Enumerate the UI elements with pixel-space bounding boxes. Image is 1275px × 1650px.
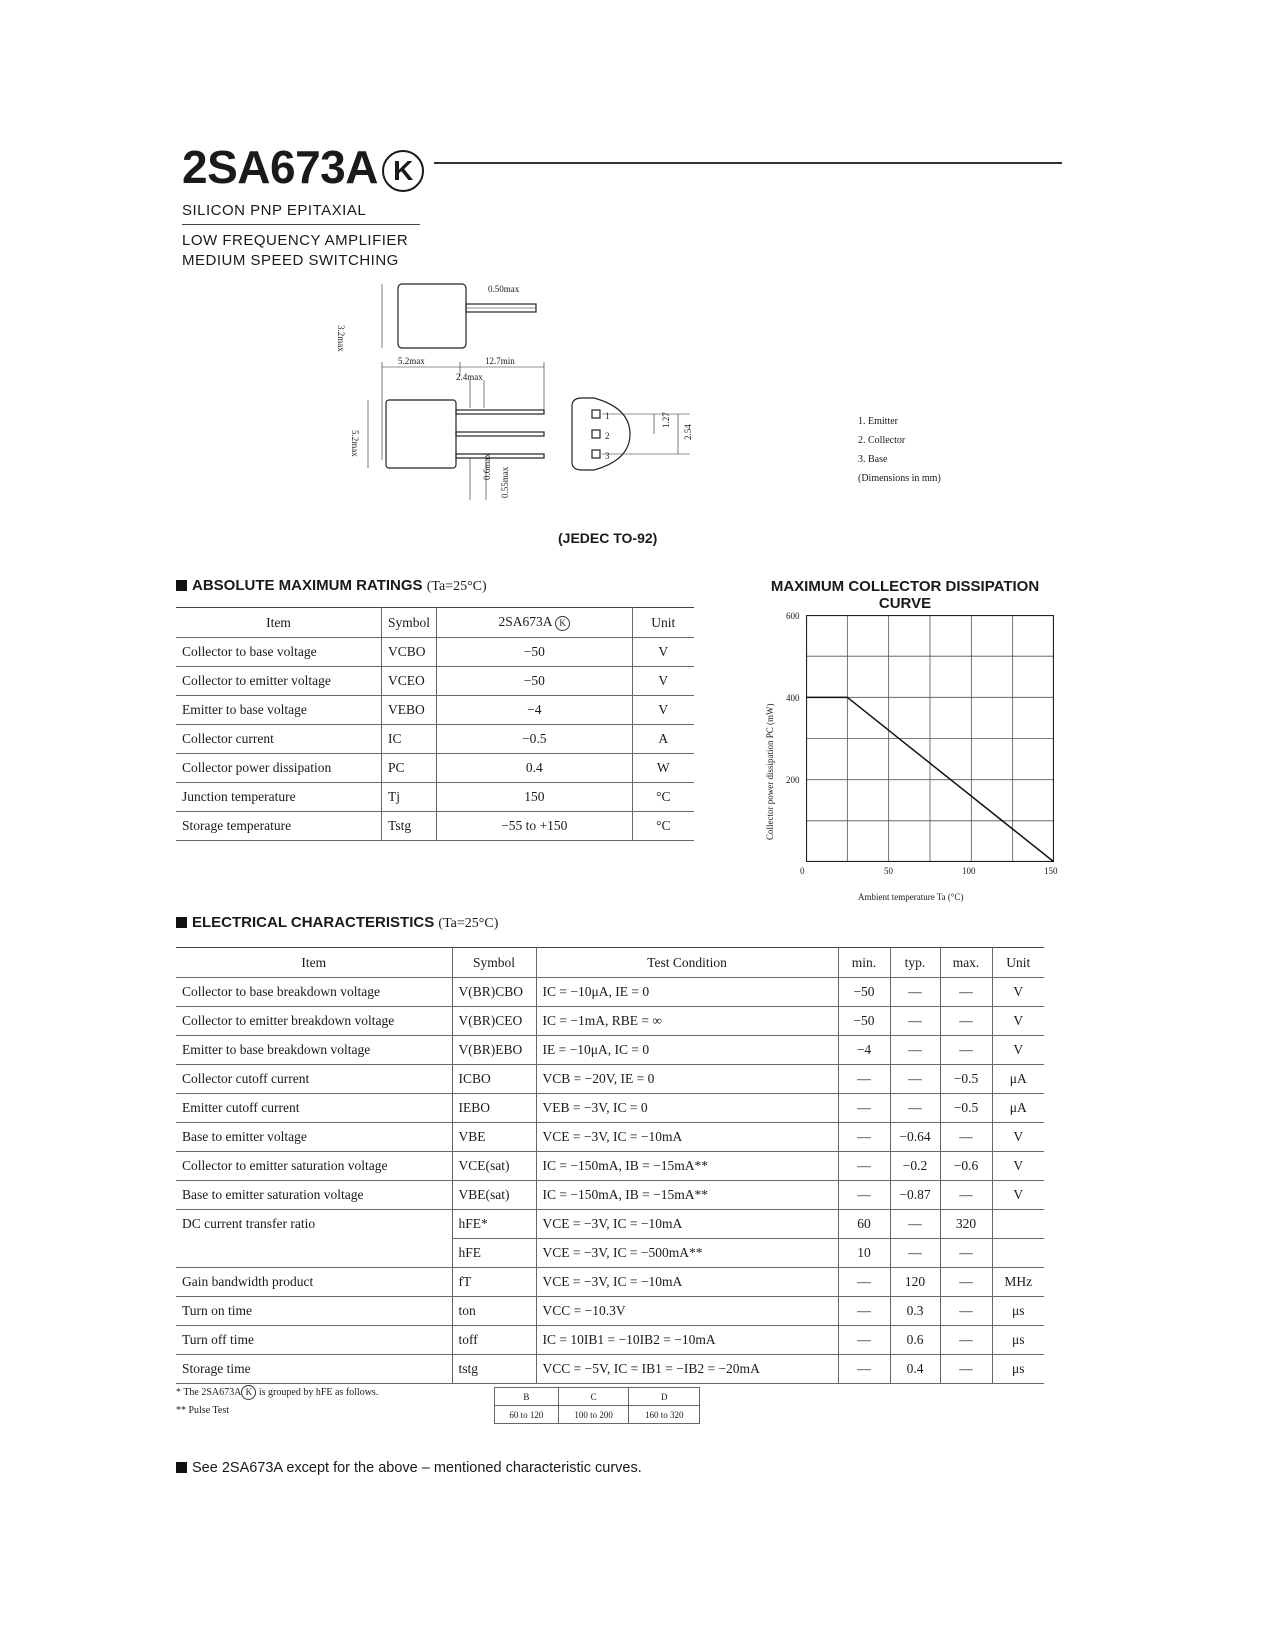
- cell-unit: V: [992, 1007, 1044, 1036]
- cell-test-condition: IC = −150mA, IB = −15mA**: [536, 1152, 838, 1181]
- cell-typ: —: [890, 1065, 940, 1094]
- cell-item: Emitter cutoff current: [176, 1094, 452, 1123]
- table-row: [176, 783, 694, 812]
- dim-lead-length: 12.7min: [485, 356, 515, 366]
- cell-symbol: toff: [452, 1326, 536, 1355]
- title-rule: [434, 162, 1062, 164]
- pin-number-1: 1: [605, 411, 610, 421]
- cell-max: —: [940, 1181, 992, 1210]
- cell-min: —: [838, 1268, 890, 1297]
- abs-max-heading: [176, 577, 487, 595]
- pin-legend-1: 1. Emitter: [858, 416, 898, 427]
- cell-max: —: [940, 1297, 992, 1326]
- cell-symbol: IC: [382, 725, 437, 754]
- cell-item: Collector to emitter saturation voltage: [176, 1152, 452, 1181]
- cell-typ: −0.64: [890, 1123, 940, 1152]
- cell-value: −0.5: [437, 725, 633, 754]
- chart-ylabel: Collector power dissipation PC (mW): [765, 703, 775, 840]
- x-tick-50: 50: [884, 866, 893, 876]
- subtitle-rule: [182, 224, 420, 225]
- cell-unit: °C: [632, 783, 694, 812]
- y-tick-200: 200: [786, 775, 800, 785]
- cell-item: Emitter to base voltage: [176, 696, 382, 725]
- cell-typ: 0.6: [890, 1326, 940, 1355]
- cell-item: Base to emitter saturation voltage: [176, 1181, 452, 1210]
- cell-typ: —: [890, 1094, 940, 1123]
- footer-text: See 2SA673A except for the above – mentioned characteristic curves.: [192, 1460, 642, 1476]
- header-min: min.: [838, 948, 890, 978]
- abs-max-title: ABSOLUTE MAXIMUM RATINGS: [192, 577, 423, 594]
- chart-title-line2: CURVE: [878, 595, 932, 612]
- cell-item: Emitter to base breakdown voltage: [176, 1036, 452, 1065]
- cell-unit: μs: [992, 1326, 1044, 1355]
- table-row: [176, 1036, 1044, 1065]
- table-row: [176, 1297, 1044, 1326]
- header-symbol: Symbol: [382, 608, 437, 638]
- cell-max: —: [940, 1355, 992, 1384]
- x-tick-0: 0: [800, 866, 805, 876]
- cell-symbol: VCE(sat): [452, 1152, 536, 1181]
- cell-typ: —: [890, 1036, 940, 1065]
- cell-unit: MHz: [992, 1268, 1044, 1297]
- cell-test-condition: VCC = −5V, IC = IB1 = −IB2 = −20mA: [536, 1355, 838, 1384]
- dim-height-front: 5.2max: [350, 430, 360, 457]
- table-row: [176, 1123, 1044, 1152]
- dim-pitch: 2.4max: [456, 372, 483, 382]
- cell-item: Base to emitter voltage: [176, 1123, 452, 1152]
- package-caption: (JEDEC TO-92): [558, 530, 658, 546]
- cell-unit: V: [992, 1152, 1044, 1181]
- note-grouping-pre: * The 2SA673A: [176, 1386, 242, 1398]
- cell-symbol: hFE: [452, 1239, 536, 1268]
- cell-unit: V: [632, 696, 694, 725]
- note-grouping-post: is grouped by hFE as follows.: [258, 1386, 379, 1398]
- cell-min: −50: [838, 1007, 890, 1036]
- elec-table: [176, 947, 1044, 1384]
- pin-legend: [858, 412, 941, 488]
- rank-mark-small: K: [555, 616, 570, 631]
- table-row: [176, 978, 1044, 1007]
- elec-condition: (Ta=25°C): [438, 916, 499, 931]
- header-unit: Unit: [632, 608, 694, 638]
- cell-item: Turn on time: [176, 1297, 452, 1326]
- cell-max: −0.6: [940, 1152, 992, 1181]
- cell-test-condition: VCB = −20V, IE = 0: [536, 1065, 838, 1094]
- table-row: [176, 754, 694, 783]
- subtitle-line2: LOW FREQUENCY AMPLIFIER: [182, 232, 409, 249]
- subtitle-line3: MEDIUM SPEED SWITCHING: [182, 252, 399, 269]
- cell-max: —: [940, 1007, 992, 1036]
- dim-height-top: 3.2max: [336, 325, 346, 352]
- group-label-c: C: [558, 1388, 629, 1406]
- cell-unit: [992, 1210, 1044, 1239]
- subtitle-line1: SILICON PNP EPITAXIAL: [182, 202, 367, 219]
- cell-test-condition: VCC = −10.3V: [536, 1297, 838, 1326]
- cell-max: —: [940, 1268, 992, 1297]
- cell-max: —: [940, 1036, 992, 1065]
- cell-symbol: VCBO: [382, 638, 437, 667]
- hfe-group-ranges: [495, 1406, 700, 1424]
- table-row: [176, 812, 694, 841]
- pin-legend-2: 2. Collector: [858, 435, 906, 446]
- cell-min: −50: [838, 978, 890, 1007]
- cell-typ: 0.3: [890, 1297, 940, 1326]
- y-tick-600: 600: [786, 611, 800, 621]
- cell-min: —: [838, 1094, 890, 1123]
- rank-mark-note: K: [241, 1385, 256, 1400]
- elec-table-body: [176, 978, 1044, 1384]
- table-row: [176, 1152, 1044, 1181]
- cell-unit: V: [992, 978, 1044, 1007]
- cell-unit: V: [992, 1036, 1044, 1065]
- cell-unit: μs: [992, 1355, 1044, 1384]
- cell-min: —: [838, 1065, 890, 1094]
- cell-typ: 120: [890, 1268, 940, 1297]
- header-symbol: Symbol: [452, 948, 536, 978]
- table-row: [176, 1007, 1044, 1036]
- cell-test-condition: IC = −1mA, RBE = ∞: [536, 1007, 838, 1036]
- cell-unit: μs: [992, 1297, 1044, 1326]
- cell-typ: 0.4: [890, 1355, 940, 1384]
- cell-value: −55 to +150: [437, 812, 633, 841]
- cell-typ: −0.87: [890, 1181, 940, 1210]
- table-row: [176, 1355, 1044, 1384]
- package-outline-drawing: [340, 280, 740, 530]
- cell-typ: −0.2: [890, 1152, 940, 1181]
- table-row: [176, 1065, 1044, 1094]
- header-unit: Unit: [992, 948, 1044, 978]
- group-label-d: D: [629, 1388, 700, 1406]
- cell-test-condition: VCE = −3V, IC = −500mA**: [536, 1239, 838, 1268]
- cell-unit: [992, 1239, 1044, 1268]
- cell-item: Collector power dissipation: [176, 754, 382, 783]
- chart-title-line1: MAXIMUM COLLECTOR DISSIPATION: [770, 578, 1040, 595]
- cell-unit: W: [632, 754, 694, 783]
- bullet-square: [176, 1462, 187, 1473]
- cell-test-condition: VCE = −3V, IC = −10mA: [536, 1123, 838, 1152]
- dim-lead-thickness: 0.55max: [500, 466, 510, 498]
- header-typ: typ.: [890, 948, 940, 978]
- header-rating: [437, 608, 633, 638]
- cell-max: —: [940, 1123, 992, 1152]
- cell-symbol: hFE*: [452, 1210, 536, 1239]
- cell-min: —: [838, 1355, 890, 1384]
- bullet-square: [176, 580, 187, 591]
- cell-unit: μA: [992, 1094, 1044, 1123]
- table-row: [176, 667, 694, 696]
- cell-test-condition: VEB = −3V, IC = 0: [536, 1094, 838, 1123]
- cell-item: Gain bandwidth product: [176, 1268, 452, 1297]
- pin-number-3: 3: [605, 451, 610, 461]
- cell-max: —: [940, 978, 992, 1007]
- elec-header-row: [176, 948, 1044, 978]
- x-tick-100: 100: [962, 866, 976, 876]
- part-title: [182, 140, 424, 194]
- cell-typ: —: [890, 1210, 940, 1239]
- table-row: [176, 638, 694, 667]
- cell-value: −4: [437, 696, 633, 725]
- note-grouping: [176, 1385, 378, 1400]
- cell-test-condition: VCE = −3V, IC = −10mA: [536, 1268, 838, 1297]
- x-tick-150: 150: [1044, 866, 1058, 876]
- dissipation-chart: [806, 615, 1054, 862]
- cell-typ: —: [890, 1239, 940, 1268]
- cell-max: —: [940, 1239, 992, 1268]
- cell-max: —: [940, 1326, 992, 1355]
- cell-min: —: [838, 1326, 890, 1355]
- abs-max-condition: (Ta=25°C): [426, 579, 487, 594]
- cell-item: Collector to emitter breakdown voltage: [176, 1007, 452, 1036]
- cell-symbol: VCEO: [382, 667, 437, 696]
- cell-min: —: [838, 1123, 890, 1152]
- cell-item: Storage time: [176, 1355, 452, 1384]
- header-item: Item: [176, 948, 452, 978]
- cell-item: [176, 1239, 452, 1268]
- cell-min: —: [838, 1181, 890, 1210]
- hfe-group-table: [494, 1387, 700, 1424]
- abs-max-table: [176, 607, 694, 841]
- cell-unit: °C: [632, 812, 694, 841]
- pin-number-2: 2: [605, 431, 610, 441]
- cell-min: −4: [838, 1036, 890, 1065]
- group-range-c: 100 to 200: [558, 1406, 629, 1424]
- dim-span-side: 2.54: [683, 424, 693, 440]
- cell-test-condition: IC = 10IB1 = −10IB2 = −10mA: [536, 1326, 838, 1355]
- cell-symbol: V(BR)CBO: [452, 978, 536, 1007]
- dim-lead-diameter: 0.50max: [488, 284, 520, 294]
- cell-min: 60: [838, 1210, 890, 1239]
- cell-item: Junction temperature: [176, 783, 382, 812]
- table-row: [176, 1094, 1044, 1123]
- chart-xlabel: Ambient temperature Ta (°C): [858, 892, 964, 902]
- dim-pitch-side: 1.27: [661, 412, 671, 428]
- cell-min: —: [838, 1152, 890, 1181]
- dimension-note: (Dimensions in mm): [858, 473, 941, 484]
- cell-test-condition: IE = −10μA, IC = 0: [536, 1036, 838, 1065]
- table-row: [176, 1181, 1044, 1210]
- cell-value: −50: [437, 638, 633, 667]
- cell-symbol: VEBO: [382, 696, 437, 725]
- table-row: [176, 1210, 1044, 1239]
- cell-symbol: V(BR)EBO: [452, 1036, 536, 1065]
- table-row: [176, 1326, 1044, 1355]
- y-tick-400: 400: [786, 693, 800, 703]
- hfe-group-labels: [495, 1388, 700, 1406]
- cell-max: −0.5: [940, 1094, 992, 1123]
- cell-unit: A: [632, 725, 694, 754]
- footer-note: [176, 1460, 642, 1476]
- header-test-condition: Test Condition: [536, 948, 838, 978]
- note-pulse-test: ** Pulse Test: [176, 1405, 230, 1416]
- chart-title: [740, 578, 1070, 612]
- dim-lead-width: 0.6max: [482, 453, 492, 480]
- cell-symbol: IEBO: [452, 1094, 536, 1123]
- cell-unit: V: [992, 1123, 1044, 1152]
- cell-value: −50: [437, 667, 633, 696]
- cell-symbol: tstg: [452, 1355, 536, 1384]
- dim-body-width: 5.2max: [398, 356, 425, 366]
- header-max: max.: [940, 948, 992, 978]
- rank-mark-circle: K: [382, 150, 424, 192]
- cell-min: —: [838, 1297, 890, 1326]
- elec-title: ELECTRICAL CHARACTERISTICS: [192, 914, 435, 931]
- pin-legend-3: 3. Base: [858, 454, 888, 465]
- table-row: [176, 1268, 1044, 1297]
- cell-item: Collector to base breakdown voltage: [176, 978, 452, 1007]
- cell-unit: V: [632, 638, 694, 667]
- cell-item: Collector to emitter voltage: [176, 667, 382, 696]
- group-range-b: 60 to 120: [495, 1406, 559, 1424]
- elec-heading: [176, 914, 498, 932]
- cell-test-condition: IC = −10μA, IE = 0: [536, 978, 838, 1007]
- cell-symbol: ton: [452, 1297, 536, 1326]
- cell-symbol: Tj: [382, 783, 437, 812]
- cell-unit: V: [992, 1181, 1044, 1210]
- cell-unit: V: [632, 667, 694, 696]
- table-row: [176, 696, 694, 725]
- cell-symbol: VBE: [452, 1123, 536, 1152]
- bullet-square: [176, 917, 187, 928]
- cell-item: Collector to base voltage: [176, 638, 382, 667]
- cell-max: 320: [940, 1210, 992, 1239]
- header-item: Item: [176, 608, 382, 638]
- group-range-d: 160 to 320: [629, 1406, 700, 1424]
- cell-min: 10: [838, 1239, 890, 1268]
- cell-item: Storage temperature: [176, 812, 382, 841]
- header-rating-label: 2SA673A: [498, 614, 552, 630]
- cell-value: 0.4: [437, 754, 633, 783]
- cell-symbol: VBE(sat): [452, 1181, 536, 1210]
- table-row: [176, 725, 694, 754]
- cell-item: Collector current: [176, 725, 382, 754]
- cell-symbol: PC: [382, 754, 437, 783]
- cell-item: Collector cutoff current: [176, 1065, 452, 1094]
- cell-test-condition: IC = −150mA, IB = −15mA**: [536, 1181, 838, 1210]
- cell-symbol: V(BR)CEO: [452, 1007, 536, 1036]
- group-label-b: B: [495, 1388, 559, 1406]
- chart-grid: [806, 615, 1054, 862]
- cell-value: 150: [437, 783, 633, 812]
- cell-typ: —: [890, 1007, 940, 1036]
- cell-item: Turn off time: [176, 1326, 452, 1355]
- cell-item: DC current transfer ratio: [182, 1216, 316, 1232]
- table-row: [176, 1239, 1044, 1268]
- cell-symbol: Tstg: [382, 812, 437, 841]
- cell-typ: —: [890, 978, 940, 1007]
- part-number: 2SA673A: [182, 141, 378, 193]
- cell-symbol: fT: [452, 1268, 536, 1297]
- abs-max-header-row: [176, 608, 694, 638]
- cell-unit: μA: [992, 1065, 1044, 1094]
- cell-test-condition: VCE = −3V, IC = −10mA: [536, 1210, 838, 1239]
- cell-symbol: ICBO: [452, 1065, 536, 1094]
- cell-max: −0.5: [940, 1065, 992, 1094]
